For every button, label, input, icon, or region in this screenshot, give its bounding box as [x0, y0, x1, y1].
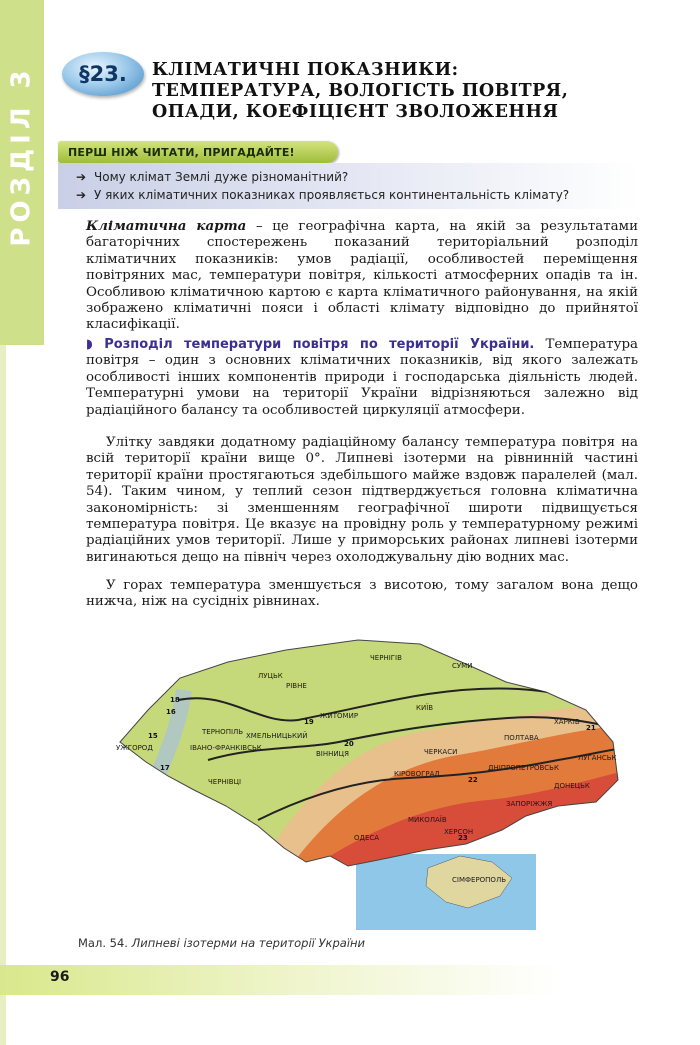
- city-label: ХЕРСОН: [444, 828, 474, 836]
- page-edge-stripe: [0, 345, 6, 1045]
- city-label: ЧЕРНІВЦІ: [208, 778, 242, 786]
- city-label: МИКОЛАЇВ: [408, 816, 447, 824]
- isotherm-label: 23: [458, 834, 468, 842]
- city-label: ЧЕРНІГІВ: [370, 654, 402, 662]
- isotherm-label: 15: [148, 732, 158, 740]
- city-label: ІВАНО-ФРАНКІВСЬК: [190, 744, 262, 752]
- recall-banner: [58, 141, 338, 163]
- city-label: ЛУГАНСЬК: [578, 754, 617, 762]
- city-label: ЗАПОРІЖЖЯ: [506, 800, 553, 808]
- page-number: 96: [50, 969, 70, 985]
- recall-question: ➔ Чому клімат Землі дуже різноманітний?: [76, 170, 349, 184]
- paragraph-number: §23.: [79, 62, 127, 86]
- recall-question: ➔ У яких кліматичних показниках проявляється континентальність клімату?: [76, 188, 570, 202]
- arrow-icon: ➔: [76, 170, 87, 184]
- city-label: КИЇВ: [416, 704, 434, 712]
- footer-band: [0, 965, 700, 995]
- city-label: ВІННИЦЯ: [316, 750, 349, 758]
- isotherm-label: 20: [344, 740, 354, 748]
- isotherm-label: 22: [468, 776, 478, 784]
- isotherm-map: [108, 630, 628, 930]
- city-label: ПОЛТАВА: [504, 734, 539, 742]
- city-label: ТЕРНОПІЛЬ: [202, 728, 244, 736]
- city-label: ЧЕРКАСИ: [424, 748, 458, 756]
- recall-heading: ПЕРШ НІЖ ЧИТАТИ, ПРИГАДАЙТЕ!: [68, 145, 295, 159]
- city-label: СУМИ: [452, 662, 473, 670]
- isotherm-label: 21: [586, 724, 596, 732]
- city-label: КІРОВОГРАД: [394, 770, 440, 778]
- arrow-icon: ➔: [76, 188, 87, 202]
- city-label: СІМФЕРОПОЛЬ: [452, 876, 507, 884]
- city-label: ДНІПРОПЕТРОВСЬК: [488, 764, 559, 772]
- term-climate-map: Кліматична карта: [86, 218, 247, 234]
- city-label: ЛУЦЬК: [258, 672, 283, 680]
- paragraph-temperature: ◗ Розподіл температури повітря по території України. Температура повітря – один з основних кліматичних показників, від якого залежать особливості інших компонентів природи і господарська діяльність людей. Температурні умови на території України відрізняються залежно від радіаційного балансу та особливостей циркуляції атмосфери.: [86, 337, 639, 418]
- paragraph-climate-map: Кліматична карта – це географічна карта, на якій за результатами багаторічних спостережень показаний територіальний розподіл кліматичних показників: умов радіації, особливостей переміщення повітряних мас, температури повітря, кількості атмосферних опадів та ін. Особливою кліматичною картою є карта кліматичного районування, на якій зображено кліматичні пояси і області клімату відповідно до прийнятої класифікації.: [86, 218, 638, 333]
- isotherm-label: 16: [166, 708, 176, 716]
- city-label: РІВНЕ: [286, 682, 307, 690]
- isotherm-label: 18: [170, 696, 180, 704]
- paragraph-mountains: У горах температура зменшується з висотою, тому загалом вона дещо нижча, ніж на сусідніх рівнинах.: [86, 578, 638, 610]
- city-label: ХАРКІВ: [554, 718, 580, 726]
- isotherm-label: 17: [160, 764, 170, 772]
- city-label: ДОНЕЦЬК: [554, 782, 590, 790]
- subheading-temperature: ◗ Розподіл температури повітря по території України.: [86, 337, 535, 352]
- city-label: ОДЕСА: [354, 834, 380, 842]
- page-title: КЛІМАТИЧНІ ПОКАЗНИКИ: ТЕМПЕРАТУРА, ВОЛОГІСТЬ ПОВІТРЯ, ОПАДИ, КОЕФІЦІЄНТ ЗВОЛОЖЕННЯ: [152, 60, 569, 122]
- paragraph-badge: [62, 52, 144, 96]
- isotherm-label: 19: [304, 718, 314, 726]
- section-label: РОЗДІЛ 3: [7, 65, 38, 247]
- city-label: ХМЕЛЬНИЦЬКИЙ: [246, 732, 308, 740]
- city-label: УЖГОРОД: [116, 744, 153, 752]
- paragraph-summer: Улітку завдяки додатному радіаційному балансу температура повітря на всій території країни вище 0°. Липневі ізотерми на рівнинній частині території країни простягаються здебільшого майже вздовж паралелей (мал. 54). Таким чином, у теплий сезон підтверджується головна кліматична закономірність: зі зменшенням географічної широти підвищується температура повітря. Це вказує на провідну роль у температурному режимі радіаційних умов території. Лише у приморських районах липневі ізотерми вигинаються дещо на північ через охолоджувальну дію водних мас.: [86, 435, 638, 565]
- city-label: ЖИТОМИР: [320, 712, 359, 720]
- figure-caption: Мал. 54. Липневі ізотерми на території України: [78, 936, 366, 950]
